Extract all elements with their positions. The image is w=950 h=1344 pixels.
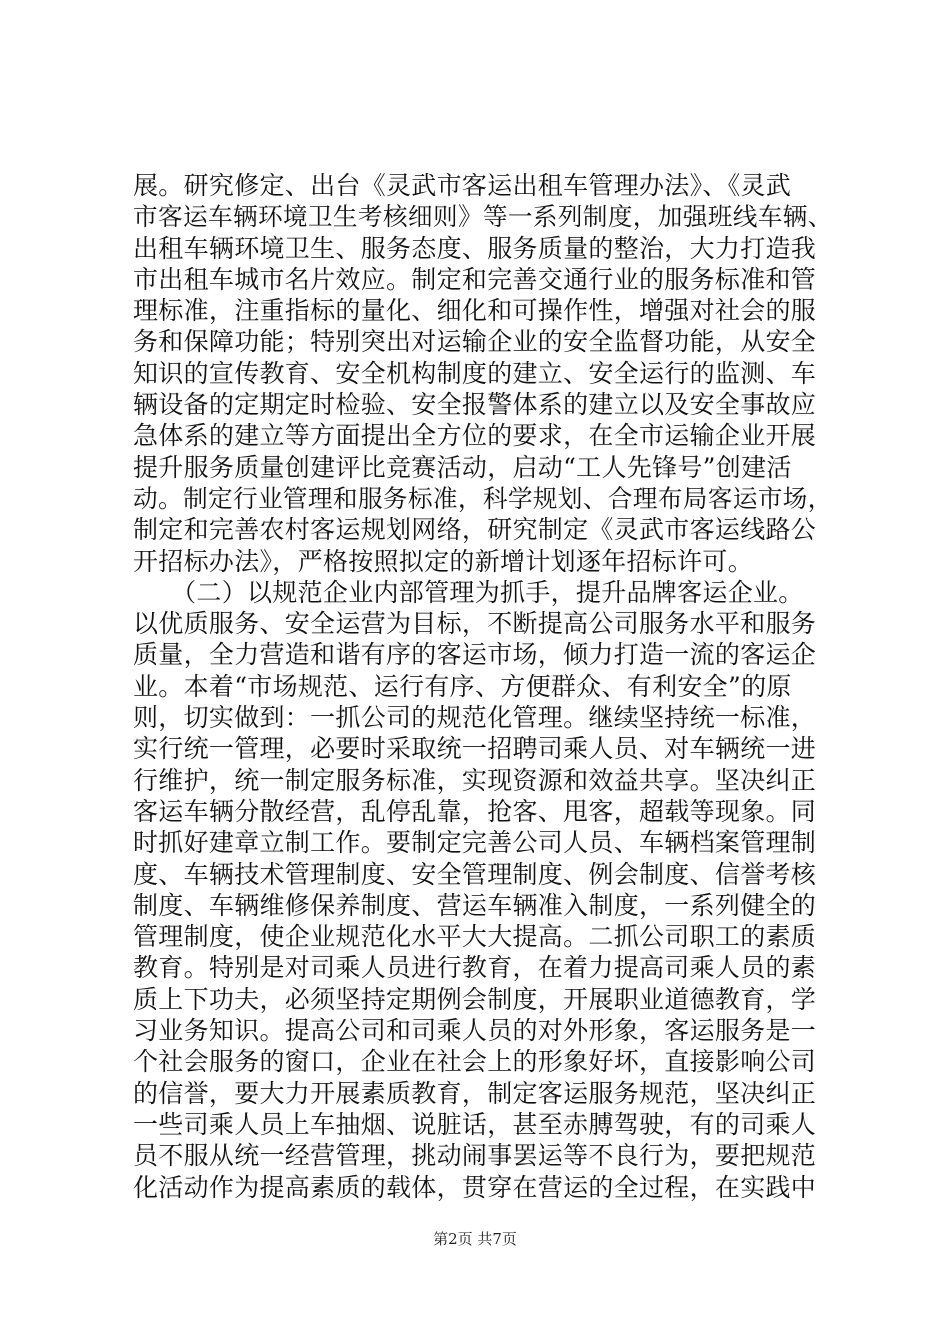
- text-line: 辆设备的定期定时检验、安全报警体系的建立以及安全事故应: [133, 390, 817, 420]
- text-line: 提升服务质量创建评比竞赛活动，启动“工人先锋号”创建活: [133, 452, 792, 482]
- text-line: 度、车辆技术管理制度、安全管理制度、例会制度、信誉考核: [133, 859, 817, 889]
- text-line: 务和保障功能；特别突出对运输企业的安全监督功能，从安全: [133, 327, 817, 357]
- text-line: 市出租车城市名片效应。制定和完善交通行业的服务标准和管: [133, 264, 817, 294]
- text-line: 知识的宣传教育、安全机构制度的建立、安全运行的监测、车: [133, 358, 817, 388]
- text-line: 制定和完善农村客运规划网络，研究制定《灵武市客运线路公: [133, 515, 817, 545]
- text-line: 质上下功夫，必须坚持定期例会制度，开展职业道德教育，学: [133, 984, 817, 1014]
- text-line: 理标准，注重指标的量化、细化和可操作性，增强对社会的服: [133, 296, 817, 326]
- text-line: 行维护，统一制定服务标准，实现资源和效益共享。坚决纠正: [133, 765, 817, 795]
- text-line: 出租车辆环境卫生、服务态度、服务质量的整治，大力打造我: [133, 233, 817, 263]
- text-line: 开招标办法》，严格按照拟定的新增计划逐年招标许可。: [133, 546, 754, 576]
- text-line: 员不服从统一经营管理，挑动闹事罢运等不良行为，要把规范: [133, 1141, 817, 1171]
- text-line: 个社会服务的窗口，企业在社会上的形象好坏，直接影响公司: [133, 1047, 817, 1077]
- text-line: 实行统一管理，必要时采取统一招聘司乘人员、对车辆统一进: [133, 734, 817, 764]
- text-line: 急体系的建立等方面提出全方位的要求，在全市运输企业开展: [133, 421, 817, 451]
- text-line: 化活动作为提高素质的载体，贯穿在营运的全过程，在实践中: [133, 1172, 817, 1202]
- text-line: （二）以规范企业内部管理为抓手，提升品牌客运企业。: [133, 577, 804, 607]
- text-line: 制度、车辆维修保养制度、营运车辆准入制度，一系列健全的: [133, 890, 817, 920]
- text-line: 展。研究修定、出台《灵武市客运出租车管理办法》、《灵武: [133, 171, 792, 200]
- text-line: 动。制定行业管理和服务标准，科学规划、合理布局客运市场，: [133, 483, 833, 513]
- text-line: 市客运车辆环境卫生考核细则》等一系列制度，加强班线车辆、: [133, 202, 833, 232]
- text-line: 一些司乘人员上车抽烟、说脏话，甚至赤膊驾驶，有的司乘人: [133, 1109, 817, 1139]
- text-line: 以优质服务、安全运营为目标，不断提高公司服务水平和服务: [133, 609, 817, 639]
- text-line: 客运车辆分散经营，乱停乱靠，抢客、甩客，超载等现象。同: [133, 796, 817, 826]
- text-line: 则，切实做到：一抓公司的规范化管理。继续坚持统一标准，: [133, 703, 817, 733]
- text-line: 时抓好建章立制工作。要制定完善公司人员、车辆档案管理制: [133, 828, 817, 858]
- text-line: 业。本着“市场规范、运行有序、方便群众、有利安全”的原: [133, 671, 792, 701]
- page-footer: 第2页 共7页: [433, 1230, 517, 1248]
- text-line: 的信誉，要大力开展素质教育，制定客运服务规范，坚决纠正: [133, 1078, 817, 1108]
- text-line: 管理制度，使企业规范化水平大大提高。二抓公司职工的素质: [133, 922, 817, 952]
- text-line: 教育。特别是对司乘人员进行教育，在着力提高司乘人员的素: [133, 953, 817, 983]
- body-text: [133, 170, 833, 1203]
- text-line: 质量，全力营造和谐有序的客运市场，倾力打造一流的客运企: [133, 640, 817, 670]
- text-line: 习业务知识。提高公司和司乘人员的对外形象，客运服务是一: [133, 1016, 817, 1046]
